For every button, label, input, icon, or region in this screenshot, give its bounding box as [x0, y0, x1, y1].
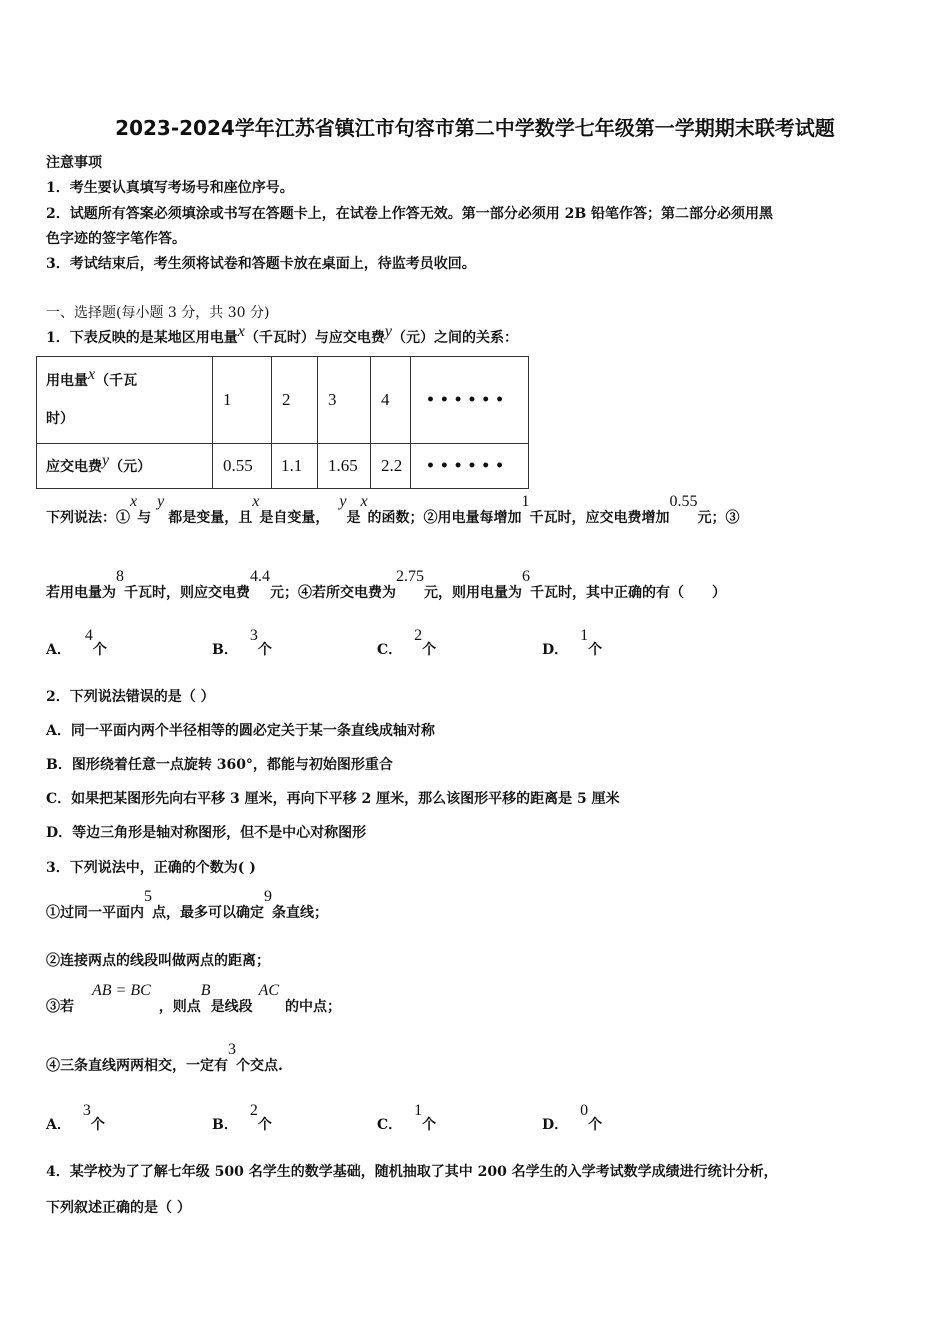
- q3-statement-2: ②连接两点的线段叫做两点的距离；: [46, 953, 270, 969]
- q3-statement-1: [46, 888, 328, 922]
- option-number: 3: [82, 1102, 91, 1119]
- var-x: x: [360, 493, 368, 510]
- option-label: A．: [46, 1117, 71, 1133]
- table-cell: 2: [272, 357, 318, 444]
- row-label: （元）: [109, 459, 152, 475]
- page-title: 2023-2024学年江苏省镇江市句容市第二中学数学七年级第一学期期末联考试题: [115, 116, 835, 140]
- option-label: B．: [212, 642, 238, 658]
- notice-item: 2．试题所有答案必须填涂或书写在答题卡上，在试卷上作答无效。第一部分必须用 2B 铅笔作答；第二部分必须用黑: [46, 206, 774, 222]
- notice-item: 1．考生要认真填写考场号和座位序号。: [46, 180, 294, 196]
- q3-option-b[interactable]: [212, 1102, 272, 1134]
- row-label: （千瓦: [95, 373, 138, 389]
- var-x: x: [130, 493, 138, 510]
- q1-stem-text: （千瓦时）与应交电费: [244, 330, 385, 346]
- option-number: 1: [580, 627, 589, 644]
- segment-label: AC: [258, 982, 280, 999]
- q1-option-a[interactable]: [46, 627, 107, 659]
- q2-option-d[interactable]: D．等边三角形是轴对称图形，但不是中心对称图形: [46, 825, 367, 841]
- table-cell: • • • • • •: [411, 444, 529, 489]
- option-number: 0: [580, 1102, 589, 1119]
- table-header-cell: [37, 444, 213, 489]
- number: 1: [521, 493, 530, 510]
- q3-option-a[interactable]: [46, 1102, 105, 1134]
- notice-item: 色字迹的签字笔作答。: [46, 231, 186, 247]
- row-label: 用电量: [46, 373, 88, 389]
- text: 是: [346, 510, 361, 526]
- text: 个交点.: [236, 1058, 283, 1074]
- text: 与: [137, 510, 152, 526]
- var-y: y: [102, 452, 110, 469]
- point-label: B: [200, 982, 211, 999]
- q1-table: [36, 356, 529, 489]
- var-y: y: [339, 493, 347, 510]
- notice-item: 3．考试结束后，考生须将试卷和答题卡放在桌面上，待监考员收回。: [46, 256, 476, 272]
- text: 是线段: [210, 999, 253, 1015]
- option-number: 3: [249, 627, 258, 644]
- q4-stem-line2: 下列叙述正确的是（ ）: [46, 1200, 191, 1216]
- text: 都是变量，且: [168, 510, 253, 526]
- option-unit: 个: [257, 1117, 272, 1133]
- text: 的函数；②用电量每增加: [367, 510, 522, 526]
- number: 8: [116, 568, 124, 585]
- text: 千瓦时，应交电费增加: [529, 510, 670, 526]
- table-cell: 4: [371, 357, 411, 444]
- text: ④三条直线两两相交，一定有: [46, 1058, 228, 1074]
- number: 3: [228, 1041, 236, 1058]
- text: 条直线；: [272, 905, 328, 921]
- number: 9: [264, 888, 272, 905]
- table-cell: 3: [318, 357, 371, 444]
- var-y: y: [157, 493, 165, 510]
- option-unit: 个: [257, 642, 272, 658]
- q2-option-c[interactable]: C．如果把某图形先向右平移 3 厘米，再向下平移 2 厘米，那么该图形平移的距离是 5 厘米: [46, 791, 620, 807]
- var-x: x: [237, 323, 245, 340]
- section-heading: 一、选择题(每小题 3 分，共 30 分): [46, 305, 270, 321]
- table-row: [37, 444, 529, 489]
- q1-stem-text: 1．下表反映的是某地区用电量: [46, 330, 238, 346]
- q2-option-a[interactable]: A．同一平面内两个半径相等的圆必定关于某一条直线成轴对称: [46, 723, 435, 739]
- option-number: 1: [414, 1102, 423, 1119]
- q3-stem: 3．下列说法中，正确的个数为( ): [46, 860, 256, 876]
- option-label: C．: [377, 1117, 403, 1133]
- q3-option-c[interactable]: [377, 1102, 436, 1134]
- q3-option-d[interactable]: [542, 1102, 602, 1134]
- table-cell: 1: [213, 357, 272, 444]
- q3-statement-4: [46, 1041, 283, 1075]
- option-number: 4: [84, 627, 93, 644]
- option-number: 2: [249, 1102, 258, 1119]
- number: 6: [522, 568, 530, 585]
- table-cell: 1.65: [318, 444, 371, 489]
- row-label: 时）: [46, 411, 74, 427]
- table-header-cell: [37, 357, 213, 444]
- q1-statements-line1: [46, 493, 740, 527]
- number: 0.55: [669, 493, 698, 510]
- option-label: D．: [542, 1117, 569, 1133]
- table-cell: 2.2: [371, 444, 411, 489]
- q1-option-c[interactable]: [377, 627, 436, 659]
- option-label: B．: [212, 1117, 238, 1133]
- text: ①过同一平面内: [46, 905, 144, 921]
- option-label: D．: [542, 642, 569, 658]
- option-unit: 个: [588, 1117, 603, 1133]
- var-x: x: [252, 493, 260, 510]
- text: 元；③: [697, 510, 740, 526]
- text: 下列说法：①: [46, 510, 130, 526]
- q1-option-d[interactable]: [542, 627, 602, 659]
- option-unit: 个: [92, 642, 107, 658]
- option-unit: 个: [588, 642, 603, 658]
- option-unit: 个: [422, 642, 437, 658]
- option-label: C．: [377, 642, 403, 658]
- number: 2.75: [396, 568, 424, 585]
- q1-stem: [46, 323, 518, 347]
- text: 的中点；: [285, 999, 342, 1015]
- row-label: 应交电费: [46, 459, 102, 475]
- option-unit: 个: [422, 1117, 437, 1133]
- text: 千瓦时，其中正确的有（ ）: [530, 585, 726, 601]
- q3-statement-3: [46, 982, 341, 1016]
- text: ，则点: [158, 999, 201, 1015]
- text: 元，则用电量为: [424, 585, 522, 601]
- text: 千瓦时，则应交电费: [124, 585, 250, 601]
- q2-stem: 2．下列说法错误的是（ ）: [46, 689, 215, 705]
- number: 5: [144, 888, 152, 905]
- option-label: A．: [46, 642, 71, 658]
- table-cell: 1.1: [272, 444, 318, 489]
- var-x: x: [88, 366, 96, 383]
- table-cell: • • • • • •: [411, 357, 529, 444]
- q2-option-b[interactable]: B．图形绕着任意一点旋转 360°，都能与初始图形重合: [46, 757, 393, 773]
- q1-statements-line2: [46, 568, 726, 602]
- number: 4.4: [250, 568, 270, 585]
- q1-option-b[interactable]: [212, 627, 272, 659]
- text: 元；④若所交电费为: [270, 585, 396, 601]
- text: 若用电量为: [46, 585, 116, 601]
- var-y: y: [384, 323, 392, 340]
- table-cell: 0.55: [213, 444, 272, 489]
- option-number: 2: [414, 627, 423, 644]
- notice-heading: 注意事项: [46, 155, 102, 171]
- text: 是自变量，: [259, 510, 330, 526]
- text: ③若: [46, 999, 74, 1015]
- table-row: [37, 357, 529, 444]
- math-expression: AB = BC: [92, 982, 151, 999]
- q1-stem-text: （元）之间的关系：: [391, 330, 518, 346]
- text: 点，最多可以确定: [152, 905, 264, 921]
- option-unit: 个: [90, 1117, 105, 1133]
- q4-stem-line1: 4．某学校为了了解七年级 500 名学生的数学基础，随机抽取了其中 200 名学生的入学考试数学成绩进行统计分析，: [46, 1164, 778, 1180]
